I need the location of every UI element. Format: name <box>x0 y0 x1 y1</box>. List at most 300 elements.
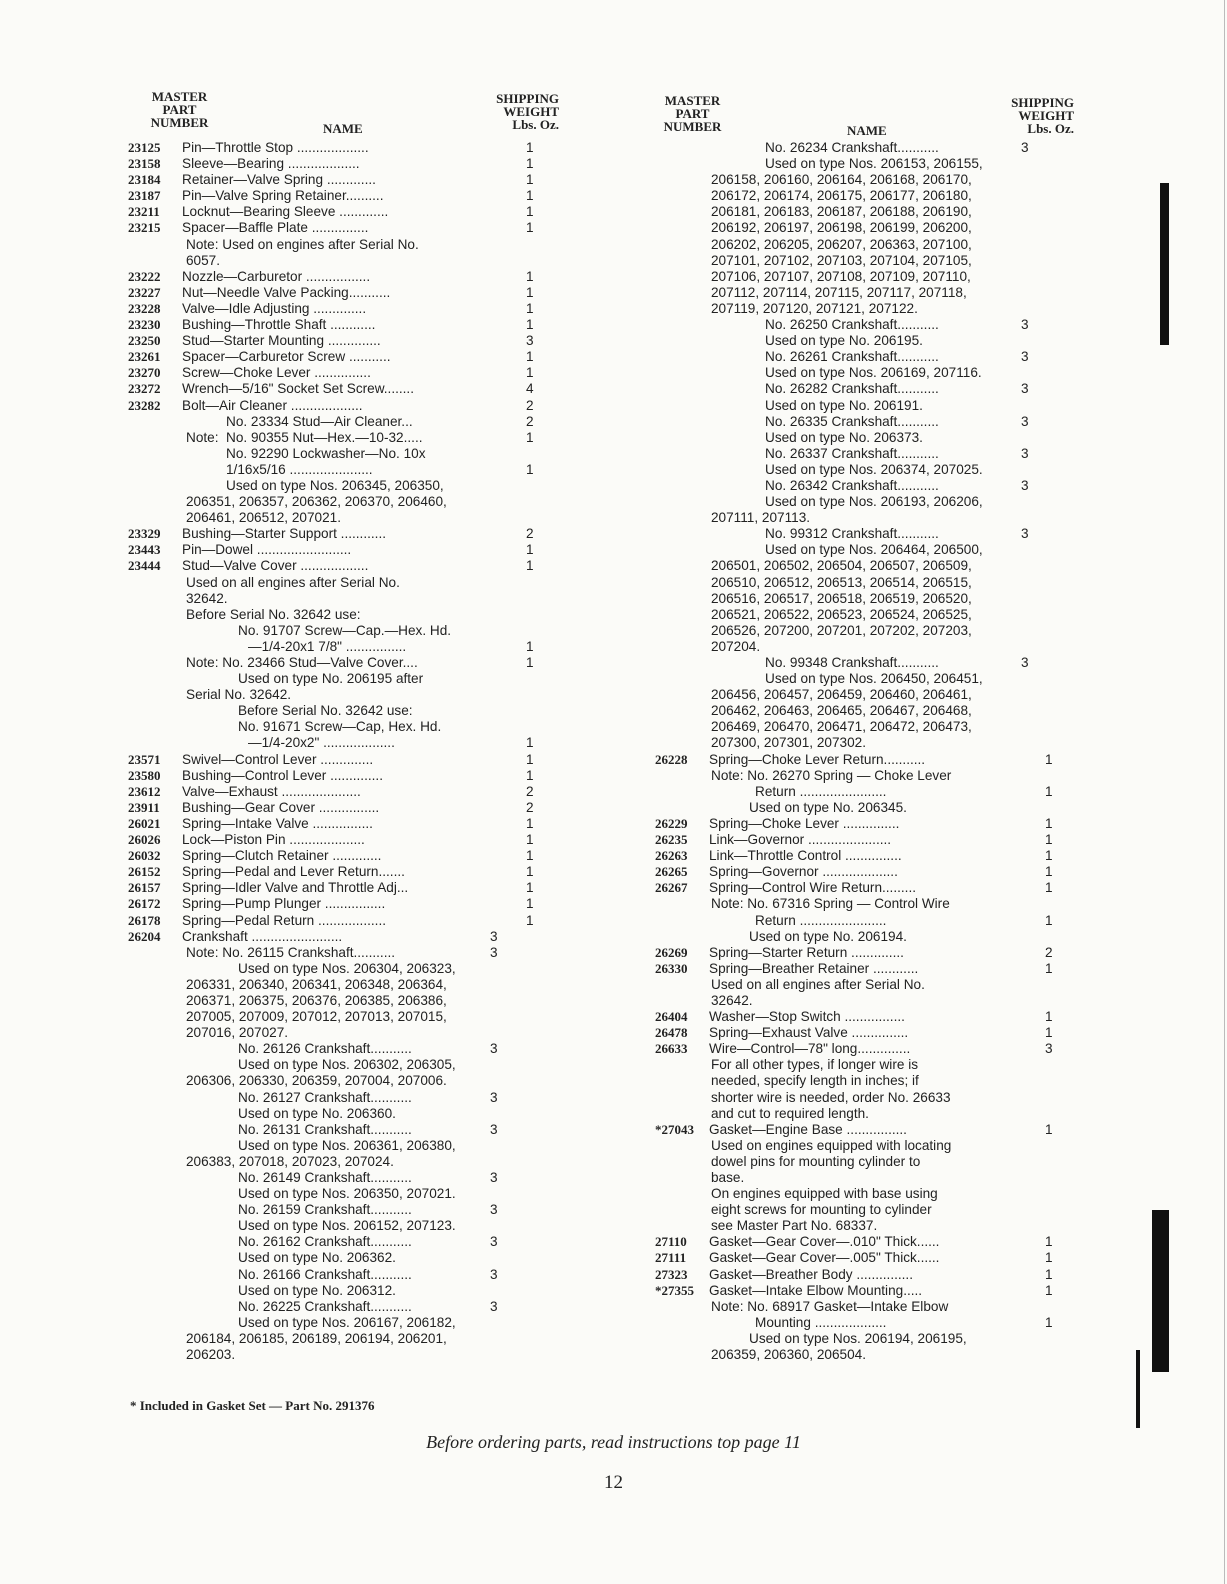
note-text: see Master Part No. 68337. <box>711 1218 878 1234</box>
part-name: Spring—Intake Valve ................ <box>182 815 373 831</box>
part-row <box>128 398 563 414</box>
part-row <box>128 188 563 204</box>
right-column-header <box>655 88 1080 140</box>
note-text: On engines equipped with base using <box>711 1186 938 1202</box>
part-row <box>128 832 563 848</box>
weight-oz: 2 <box>526 783 534 799</box>
part-name: Gasket—Engine Base ................ <box>709 1121 907 1137</box>
note-text: 206331, 206340, 206341, 206348, 206364, <box>186 976 447 992</box>
weight-lbs: 3 <box>490 928 498 944</box>
part-note-line <box>655 1299 1080 1315</box>
weight-oz: 1 <box>526 172 534 188</box>
note-text: 32642. <box>711 992 753 1008</box>
note-text: No. 91671 Screw—Cap, Hex. Hd. <box>238 719 442 735</box>
part-note-line <box>655 269 1080 285</box>
part-note-line <box>655 188 1080 204</box>
part-note-line <box>655 172 1080 188</box>
part-number: 23911 <box>128 799 160 815</box>
note-text: Used on type Nos. 206167, 206182, <box>238 1314 456 1330</box>
part-note-line <box>655 913 1080 929</box>
part-number: 23125 <box>128 140 161 155</box>
weight-oz: 1 <box>1045 864 1053 880</box>
note-text: 206306, 206330, 206359, 207004, 207006. <box>186 1073 447 1089</box>
part-note-line <box>128 703 563 719</box>
part-note-line <box>655 703 1080 719</box>
part-name: Crankshaft ........................ <box>182 928 343 944</box>
part-note-line <box>128 687 563 703</box>
part-name: Bolt—Air Cleaner ................... <box>182 397 363 413</box>
part-note-line <box>655 349 1080 365</box>
note-text: Used on type Nos. 206152, 207123. <box>238 1218 456 1234</box>
part-note-line <box>128 1315 563 1331</box>
note-text: No. 26159 Crankshaft........... <box>238 1202 412 1218</box>
note-text: Return ....................... <box>755 783 887 799</box>
part-number: 23443 <box>128 542 161 558</box>
note-text: 206202, 206205, 206207, 206363, 207100, <box>711 236 972 252</box>
part-number: 23228 <box>128 300 161 316</box>
weight-oz: 1 <box>1045 912 1053 928</box>
left-parts-column <box>128 88 563 1363</box>
weight-oz: 1 <box>526 156 534 172</box>
weight-lbs: 3 <box>490 1202 498 1218</box>
part-number: 26204 <box>128 928 161 944</box>
weight-oz: 1 <box>526 767 534 783</box>
part-number: 26178 <box>128 912 161 928</box>
part-row <box>655 1267 1080 1283</box>
part-number: 23230 <box>128 317 161 333</box>
note-text: Used on type No. 206195 after <box>238 671 424 687</box>
part-note-line <box>128 478 563 494</box>
weight-lbs: 3 <box>1021 413 1029 429</box>
part-note-line <box>655 333 1080 349</box>
note-text: needed, specify length in inches; if <box>711 1073 919 1089</box>
part-name: Spring—Control Wire Return......... <box>709 880 916 896</box>
note-text: and cut to required length. <box>711 1105 869 1121</box>
weight-oz: 1 <box>1045 1282 1053 1298</box>
weight-lbs: 3 <box>490 1089 498 1105</box>
part-row <box>128 365 563 381</box>
note-text: No. 26149 Crankshaft........... <box>238 1170 412 1185</box>
part-note-line <box>128 462 563 478</box>
part-name: Spacer—Carburetor Screw ........... <box>182 349 391 365</box>
note-text: Used on all engines after Serial No. <box>711 976 925 992</box>
master-part-number-heading: MASTER PART NUMBER <box>663 93 722 134</box>
weight-oz: 3 <box>1045 1041 1053 1057</box>
part-note-line <box>655 1090 1080 1106</box>
part-number: 23612 <box>128 783 161 799</box>
part-note-line <box>655 896 1080 912</box>
weight-oz: 1 <box>526 365 534 381</box>
note-text: Note: Used on engines after Serial No. <box>186 236 419 252</box>
part-note-line <box>655 430 1080 446</box>
part-note-line <box>128 1138 563 1154</box>
part-row <box>655 880 1080 896</box>
part-note-line <box>655 607 1080 623</box>
note-text: Used on type Nos. 206169, 207116. <box>765 365 982 381</box>
right-parts-column <box>655 88 1080 1363</box>
part-name: Bushing—Starter Support ............ <box>182 526 386 542</box>
part-name: Spring—Breather Retainer ............ <box>709 960 919 976</box>
weight-lbs: 3 <box>1021 445 1029 461</box>
weight-oz: 2 <box>526 413 534 429</box>
weight-lbs: 3 <box>490 944 498 960</box>
note-text: No. 26342 Crankshaft........... <box>765 477 939 493</box>
part-row <box>655 961 1080 977</box>
part-note-line <box>128 1218 563 1234</box>
weight-oz: 1 <box>526 880 534 896</box>
part-note-line <box>655 1170 1080 1186</box>
scan-mark <box>1160 183 1169 345</box>
part-number: 23211 <box>128 204 160 220</box>
note-text: 206521, 206522, 206523, 206524, 206525, <box>711 606 972 622</box>
note-text: 206510, 206512, 206513, 206514, 206515, <box>711 574 972 590</box>
weight-oz: 2 <box>526 799 534 815</box>
part-name: Nozzle—Carburetor ................. <box>182 268 371 284</box>
note-text: Note: No. 23466 Stud—Valve Cover.... <box>186 655 418 670</box>
part-number: 26235 <box>655 832 688 848</box>
part-number: *27355 <box>655 1282 694 1298</box>
weight-oz: 4 <box>526 381 534 397</box>
part-number: 26404 <box>655 1009 688 1025</box>
note-text: 206192, 206197, 206198, 206199, 206200, <box>711 220 972 236</box>
weight-oz: 1 <box>1045 783 1053 799</box>
part-note-line <box>655 156 1080 172</box>
note-text: 206184, 206185, 206189, 206194, 206201, <box>186 1330 447 1346</box>
part-name: Spring—Starter Return .............. <box>709 944 904 960</box>
part-note-line <box>128 430 563 446</box>
part-note-line <box>655 237 1080 253</box>
weight-lbs: 3 <box>490 1170 498 1185</box>
part-number: 23227 <box>128 284 161 300</box>
part-row <box>655 1250 1080 1266</box>
part-note-line <box>655 285 1080 301</box>
weight-lbs: 3 <box>490 1121 498 1137</box>
part-note-line <box>655 1138 1080 1154</box>
part-note-line <box>128 510 563 526</box>
part-note-line <box>655 398 1080 414</box>
part-note-line <box>655 140 1080 156</box>
part-note-line <box>655 768 1080 784</box>
note-text: 207112, 207114, 207115, 207117, 207118, <box>711 284 967 300</box>
part-number: 26263 <box>655 848 688 864</box>
weight-oz: 1 <box>1045 1009 1053 1025</box>
weight-oz: 1 <box>1045 1121 1053 1137</box>
note-text: No. 91707 Screw—Cap.—Hex. Hd. <box>238 622 452 638</box>
note-text: Used on all engines after Serial No. <box>186 574 400 590</box>
weight-oz: 1 <box>1045 960 1053 976</box>
part-note-line <box>655 929 1080 945</box>
part-note-line <box>655 1331 1080 1347</box>
part-note-line <box>655 575 1080 591</box>
name-heading: NAME <box>323 121 363 136</box>
note-text: Used on type No. 206194. <box>749 928 907 944</box>
part-note-line <box>655 542 1080 558</box>
weight-oz: 2 <box>526 526 534 542</box>
note-text: No. 26335 Crankshaft........... <box>765 413 939 429</box>
part-name: Valve—Exhaust ..................... <box>182 783 361 799</box>
part-note-line <box>128 1106 563 1122</box>
part-number: 23270 <box>128 365 161 381</box>
weight-oz: 1 <box>526 864 534 880</box>
part-name: Retainer—Valve Spring ............. <box>182 172 376 188</box>
part-note-line <box>128 1122 563 1138</box>
part-row <box>128 929 563 945</box>
note-text: 206516, 206517, 206518, 206519, 206520, <box>711 590 972 606</box>
part-row <box>655 864 1080 880</box>
weight-lbs: 3 <box>490 1266 498 1282</box>
note-text: Used on type Nos. 206374, 207025. <box>765 461 983 477</box>
part-row <box>128 913 563 929</box>
note-text: Used on type Nos. 206345, 206350, <box>226 477 444 493</box>
note-text: Used on type Nos. 206361, 206380, <box>238 1137 456 1153</box>
part-name: Lock—Piston Pin .................... <box>182 832 365 848</box>
weight-lbs: 3 <box>1021 317 1029 333</box>
note-text: Used on engines equipped with locating <box>711 1137 952 1153</box>
part-number: 23187 <box>128 188 161 204</box>
note-text: Used on type Nos. 206193, 206206, <box>765 494 983 510</box>
weight-oz: 1 <box>1045 848 1053 864</box>
part-name: Spacer—Baffle Plate ............... <box>182 220 369 236</box>
part-row <box>128 864 563 880</box>
part-note-line <box>655 204 1080 220</box>
part-note-line <box>128 993 563 1009</box>
part-name: Pin—Dowel ......................... <box>182 542 352 558</box>
part-note-line <box>655 687 1080 703</box>
part-name: Link—Throttle Control ............... <box>709 848 902 864</box>
part-number: 23282 <box>128 397 161 413</box>
part-name: Gasket—Gear Cover—.005" Thick...... <box>709 1250 940 1266</box>
note-text: 206469, 206470, 206471, 206472, 206473, <box>711 719 972 735</box>
weight-oz: 1 <box>1045 1314 1053 1330</box>
note-text: 206172, 206174, 206175, 206177, 206180, <box>711 188 972 204</box>
part-number: 23261 <box>128 349 161 365</box>
part-note-line <box>128 671 563 687</box>
part-name: Spring—Clutch Retainer ............. <box>182 848 382 864</box>
note-text: 207300, 207301, 207302. <box>711 735 866 751</box>
part-number: 26229 <box>655 815 688 831</box>
part-note-line <box>128 607 563 623</box>
part-row <box>655 1283 1080 1299</box>
weight-oz: 1 <box>526 832 534 848</box>
shipping-weight-heading: SHIPPING WEIGHT Lbs. Oz. <box>1011 95 1074 136</box>
part-note-line <box>128 1073 563 1089</box>
part-note-line <box>655 253 1080 269</box>
note-text: Note: No. 68917 Gasket—Intake Elbow <box>711 1298 949 1314</box>
note-text: Note: No. 90355 Nut—Hex.—10-32..... <box>186 429 423 445</box>
part-row <box>128 349 563 365</box>
note-text: No. 92290 Lockwasher—No. 10x <box>226 445 426 461</box>
note-text: 207119, 207120, 207121, 207122. <box>711 300 918 316</box>
weight-oz: 1 <box>526 188 534 204</box>
gasket-set-footnote: * Included in Gasket Set — Part No. 291376 <box>130 1398 375 1413</box>
weight-oz: 1 <box>1045 1025 1053 1041</box>
note-text: 206383, 207018, 207023, 207024. <box>186 1153 394 1169</box>
note-text: Used on type Nos. 206464, 206500, <box>765 542 983 558</box>
weight-oz: 1 <box>526 349 534 365</box>
weight-oz: 1 <box>526 300 534 316</box>
weight-oz: 1 <box>1045 880 1053 896</box>
part-note-line <box>128 735 563 751</box>
note-text: Serial No. 32642. <box>186 687 292 703</box>
part-note-line <box>655 655 1080 671</box>
note-text: Before Serial No. 32642 use: <box>186 606 361 622</box>
part-number: 26330 <box>655 960 688 976</box>
weight-oz: 1 <box>526 284 534 300</box>
part-number: 23222 <box>128 268 161 284</box>
part-note-line <box>128 1202 563 1218</box>
part-row <box>128 204 563 220</box>
part-note-line <box>655 591 1080 607</box>
part-note-line <box>655 301 1080 317</box>
part-number: 26021 <box>128 815 161 831</box>
part-name: Bushing—Gear Cover ................ <box>182 799 380 815</box>
part-note-line <box>655 381 1080 397</box>
part-name: Bushing—Control Lever .............. <box>182 767 383 783</box>
part-row <box>128 220 563 236</box>
part-note-line <box>128 1170 563 1186</box>
weight-oz: 1 <box>526 751 534 767</box>
weight-oz: 1 <box>1045 832 1053 848</box>
weight-oz: 1 <box>526 655 534 670</box>
note-text: 206501, 206502, 206504, 206507, 206509, <box>711 558 972 574</box>
part-note-line <box>128 655 563 671</box>
part-row <box>655 1009 1080 1025</box>
part-note-line <box>655 993 1080 1009</box>
note-text: Note: No. 26115 Crankshaft........... <box>186 944 396 960</box>
part-name: Pin—Valve Spring Retainer.......... <box>182 188 384 204</box>
part-note-line <box>128 1283 563 1299</box>
note-text: 206351, 206357, 206362, 206370, 206460, <box>186 494 447 510</box>
part-note-line <box>128 414 563 430</box>
part-row <box>128 140 563 156</box>
note-text: No. 26337 Crankshaft........... <box>765 445 939 461</box>
note-text: Before Serial No. 32642 use: <box>238 703 413 719</box>
weight-oz: 1 <box>526 848 534 864</box>
part-name: Spring—Choke Lever ............... <box>709 815 900 831</box>
weight-lbs: 3 <box>490 1041 498 1057</box>
part-name: Screw—Choke Lever ............... <box>182 365 371 381</box>
part-name: Spring—Pedal Return .................. <box>182 912 386 928</box>
weight-oz: 1 <box>526 317 534 333</box>
part-note-line <box>655 462 1080 478</box>
part-row <box>128 172 563 188</box>
part-note-line <box>128 1186 563 1202</box>
part-name: Valve—Idle Adjusting .............. <box>182 300 367 316</box>
right-parts-list <box>655 140 1080 1363</box>
part-number: 26157 <box>128 880 161 896</box>
note-text: 206456, 206457, 206459, 206460, 206461, <box>711 687 972 703</box>
weight-oz: 1 <box>526 896 534 912</box>
part-number: 23250 <box>128 333 161 349</box>
weight-lbs: 3 <box>1021 381 1029 397</box>
part-number: 26265 <box>655 864 688 880</box>
part-row <box>128 333 563 349</box>
weight-oz: 1 <box>1045 751 1053 767</box>
part-row <box>128 752 563 768</box>
part-note-line <box>655 800 1080 816</box>
part-note-line <box>128 1025 563 1041</box>
part-number: 27111 <box>655 1250 687 1266</box>
note-text: 207016, 207027. <box>186 1025 289 1041</box>
part-number: 26267 <box>655 880 688 896</box>
part-note-line <box>655 623 1080 639</box>
part-note-line <box>655 784 1080 800</box>
part-row <box>128 269 563 285</box>
scan-mark <box>1152 1210 1169 1372</box>
weight-oz: 1 <box>526 815 534 831</box>
part-number: 23158 <box>128 156 161 172</box>
note-text: No. 26166 Crankshaft........... <box>238 1266 412 1282</box>
part-name: Spring—Exhaust Valve ............... <box>709 1025 909 1041</box>
part-row <box>128 848 563 864</box>
note-text: 6057. <box>186 252 221 268</box>
note-text: No. 99348 Crankshaft........... <box>765 655 939 670</box>
part-note-line <box>128 1347 563 1363</box>
part-name: Swivel—Control Lever .............. <box>182 751 374 767</box>
note-text: No. 26250 Crankshaft........... <box>765 317 939 333</box>
part-note-line <box>655 317 1080 333</box>
part-name: Gasket—Gear Cover—.010" Thick...... <box>709 1234 940 1250</box>
left-column-header <box>128 88 563 140</box>
part-note-line <box>128 719 563 735</box>
part-note-line <box>128 1234 563 1250</box>
part-note-line <box>655 719 1080 735</box>
note-text: No. 26282 Crankshaft........... <box>765 381 939 397</box>
note-text: 206371, 206375, 206376, 206385, 206386, <box>186 992 447 1008</box>
part-number: 27323 <box>655 1266 688 1282</box>
weight-oz: 1 <box>1045 1266 1053 1282</box>
part-row <box>655 1025 1080 1041</box>
weight-oz: 1 <box>526 429 534 445</box>
note-text: 32642. <box>186 590 228 606</box>
note-text: Used on type Nos. 206304, 206323, <box>238 960 456 976</box>
part-name: Wire—Control—78" long.............. <box>709 1041 911 1057</box>
part-row <box>655 752 1080 768</box>
part-name: Locknut—Bearing Sleeve ............. <box>182 204 389 220</box>
part-name: Washer—Stop Switch ................ <box>709 1009 905 1025</box>
part-name: Spring—Governor .................... <box>709 864 898 880</box>
weight-oz: 1 <box>1045 1250 1053 1266</box>
part-name: Spring—Pedal and Lever Return....... <box>182 864 405 880</box>
note-text: Used on type Nos. 206350, 207021. <box>238 1186 456 1202</box>
part-note-line <box>128 977 563 993</box>
part-note-line <box>655 1154 1080 1170</box>
part-note-line <box>128 253 563 269</box>
note-text: 206158, 206160, 206164, 206168, 206170, <box>711 172 972 188</box>
note-text: No. 26225 Crankshaft........... <box>238 1298 412 1314</box>
part-name: Bushing—Throttle Shaft ............ <box>182 317 376 333</box>
part-note-line <box>655 639 1080 655</box>
weight-oz: 2 <box>526 397 534 413</box>
part-name: Sleeve—Bearing ................... <box>182 156 360 172</box>
part-row <box>128 800 563 816</box>
weight-oz: 1 <box>526 735 534 751</box>
note-text: Used on type No. 206195. <box>765 333 923 349</box>
note-text: 206461, 206512, 207021. <box>186 510 341 526</box>
part-note-line <box>128 1009 563 1025</box>
part-row <box>128 526 563 542</box>
weight-oz: 1 <box>526 912 534 928</box>
note-text: Return ....................... <box>755 912 887 928</box>
weight-lbs: 3 <box>490 1234 498 1250</box>
part-row <box>128 285 563 301</box>
part-note-line <box>655 1218 1080 1234</box>
part-row <box>128 381 563 397</box>
part-note-line <box>128 575 563 591</box>
weight-oz: 1 <box>526 140 534 155</box>
note-text: No. 26131 Crankshaft........... <box>238 1121 412 1137</box>
weight-oz: 1 <box>1045 1234 1053 1250</box>
